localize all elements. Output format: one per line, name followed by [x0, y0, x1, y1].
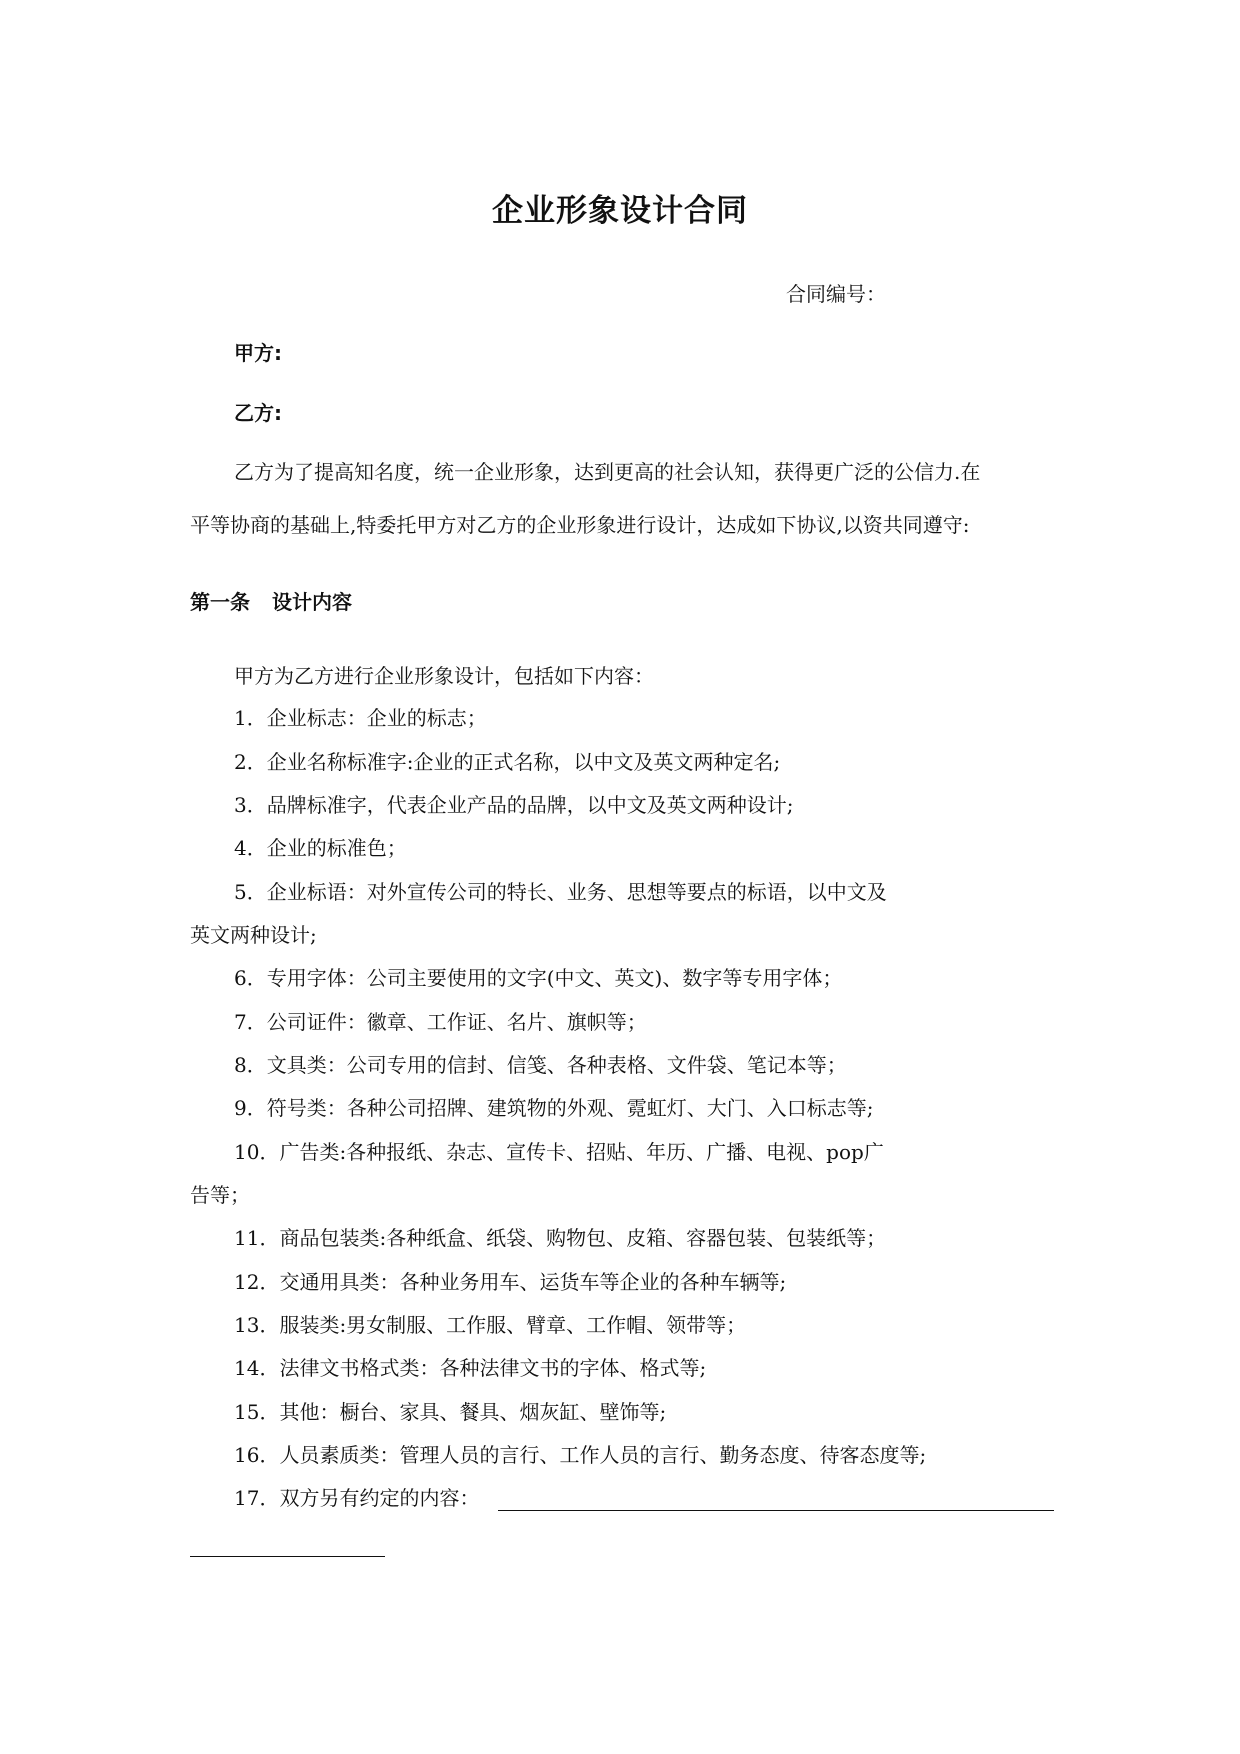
preamble-line-1: 乙方为了提高知名度，统一企业形象，达到更高的社会认知，获得更广泛的公信力.在 — [234, 460, 981, 484]
list-item: 14．法律文书格式类：各种法律文书的字体、格式等; — [234, 1356, 707, 1380]
list-item: 7．公司证件：徽章、工作证、名片、旗帜等； — [234, 1010, 647, 1034]
list-item: 11．商品包装类:各种纸盒、纸袋、购物包、皮箱、容器包装、包装纸等； — [234, 1226, 887, 1250]
list-item: 17．双方另有约定的内容： — [234, 1486, 480, 1510]
section-1-intro: 甲方为乙方进行企业形象设计，包括如下内容： — [234, 664, 654, 688]
document-title: 企业形象设计合同 — [492, 193, 748, 229]
preamble-line-2: 平等协商的基础上,特委托甲方对乙方的企业形象进行设计，达成如下协议,以资共同遵守: — [190, 513, 970, 537]
list-item-continuation: 英文两种设计; — [190, 923, 317, 947]
contract-number-label: 合同编号： — [786, 282, 886, 306]
fill-in-blank-line — [498, 1510, 1054, 1511]
list-item: 2．企业名称标准字:企业的正式名称，以中文及英文两种定名; — [234, 750, 781, 774]
list-item: 3．品牌标准字，代表企业产品的品牌，以中文及英文两种设计; — [234, 793, 794, 817]
fill-in-blank-line-continuation — [190, 1556, 385, 1557]
list-item: 12．交通用具类：各种业务用车、运货车等企业的各种车辆等; — [234, 1270, 787, 1294]
list-item: 15．其他：橱台、家具、餐具、烟灰缸、壁饰等; — [234, 1400, 667, 1424]
list-item: 1．企业标志：企业的标志； — [234, 706, 487, 730]
list-item: 6．专用字体：公司主要使用的文字(中文、英文)、数字等专用字体； — [234, 966, 843, 990]
list-item-continuation: 告等； — [190, 1183, 250, 1207]
section-1-title: 设计内容 — [272, 590, 352, 614]
list-item: 16．人员素质类：管理人员的言行、工作人员的言行、勤务态度、待客态度等; — [234, 1443, 927, 1467]
list-item: 13．服装类:男女制服、工作服、臂章、工作帽、领带等； — [234, 1313, 747, 1337]
list-item: 4．企业的标准色； — [234, 836, 407, 860]
list-item: 8．文具类：公司专用的信封、信笺、各种表格、文件袋、笔记本等； — [234, 1053, 847, 1077]
party-b-label: 乙方: — [234, 401, 282, 425]
list-item: 10．广告类:各种报纸、杂志、宣传卡、招贴、年历、广播、电视、pop广 — [234, 1140, 884, 1164]
list-item: 9．符号类：各种公司招牌、建筑物的外观、霓虹灯、大门、入口标志等; — [234, 1096, 874, 1120]
party-a-label: 甲方: — [234, 341, 282, 365]
section-1-number: 第一条 — [190, 590, 250, 614]
section-1-heading — [190, 592, 352, 612]
list-item: 5．企业标语：对外宣传公司的特长、业务、思想等要点的标语，以中文及 — [234, 880, 887, 904]
